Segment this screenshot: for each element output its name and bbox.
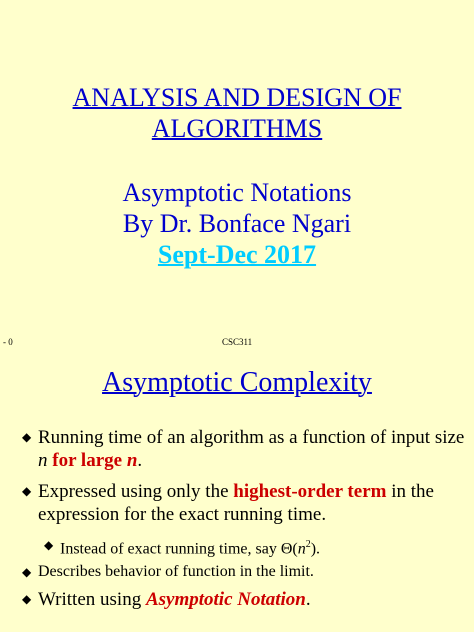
bullet-text: Expressed using only the highest-order term in the expression for the exact running time. <box>38 481 434 525</box>
sub-bullet-theta <box>44 535 464 559</box>
bullet-asymptotic-notation <box>22 588 472 611</box>
bullet-text: Written using Asymptotic Notation. <box>38 589 311 610</box>
author-line: By Dr. Bonface Ngari <box>122 209 352 238</box>
bullet-text: Describes behavior of function in the limit. <box>38 563 314 580</box>
footer-page-number: - 0 <box>3 337 13 347</box>
bullet-limit-behavior <box>22 562 472 582</box>
diamond-bullet-icon: ◆ <box>22 565 32 579</box>
diamond-bullet-icon: ◆ <box>22 430 32 444</box>
topic-title: Asymptotic Notations <box>122 178 352 207</box>
slide-title: Asymptotic Complexity <box>102 367 372 398</box>
bullet-text: Running time of an algorithm as a function of input size n for large n. <box>38 427 465 471</box>
bullet-text: Instead of exact running time, say $\Theta(n^2)$. <box>60 539 321 558</box>
footer-course-code: CSC311 <box>222 337 253 347</box>
course-title-line-2: ALGORITHMS <box>151 114 323 143</box>
content-slide <box>0 352 474 632</box>
bullet-highest-order <box>22 480 472 526</box>
course-title-line-1: ANALYSIS AND DESIGN OF <box>72 83 402 112</box>
diamond-bullet-icon: ◆ <box>22 592 32 606</box>
bullet-running-time <box>22 426 472 472</box>
term-line: Sept-Dec 2017 <box>157 240 317 269</box>
diamond-bullet-icon: ◆ <box>44 538 54 552</box>
diamond-bullet-icon: ◆ <box>22 484 32 498</box>
